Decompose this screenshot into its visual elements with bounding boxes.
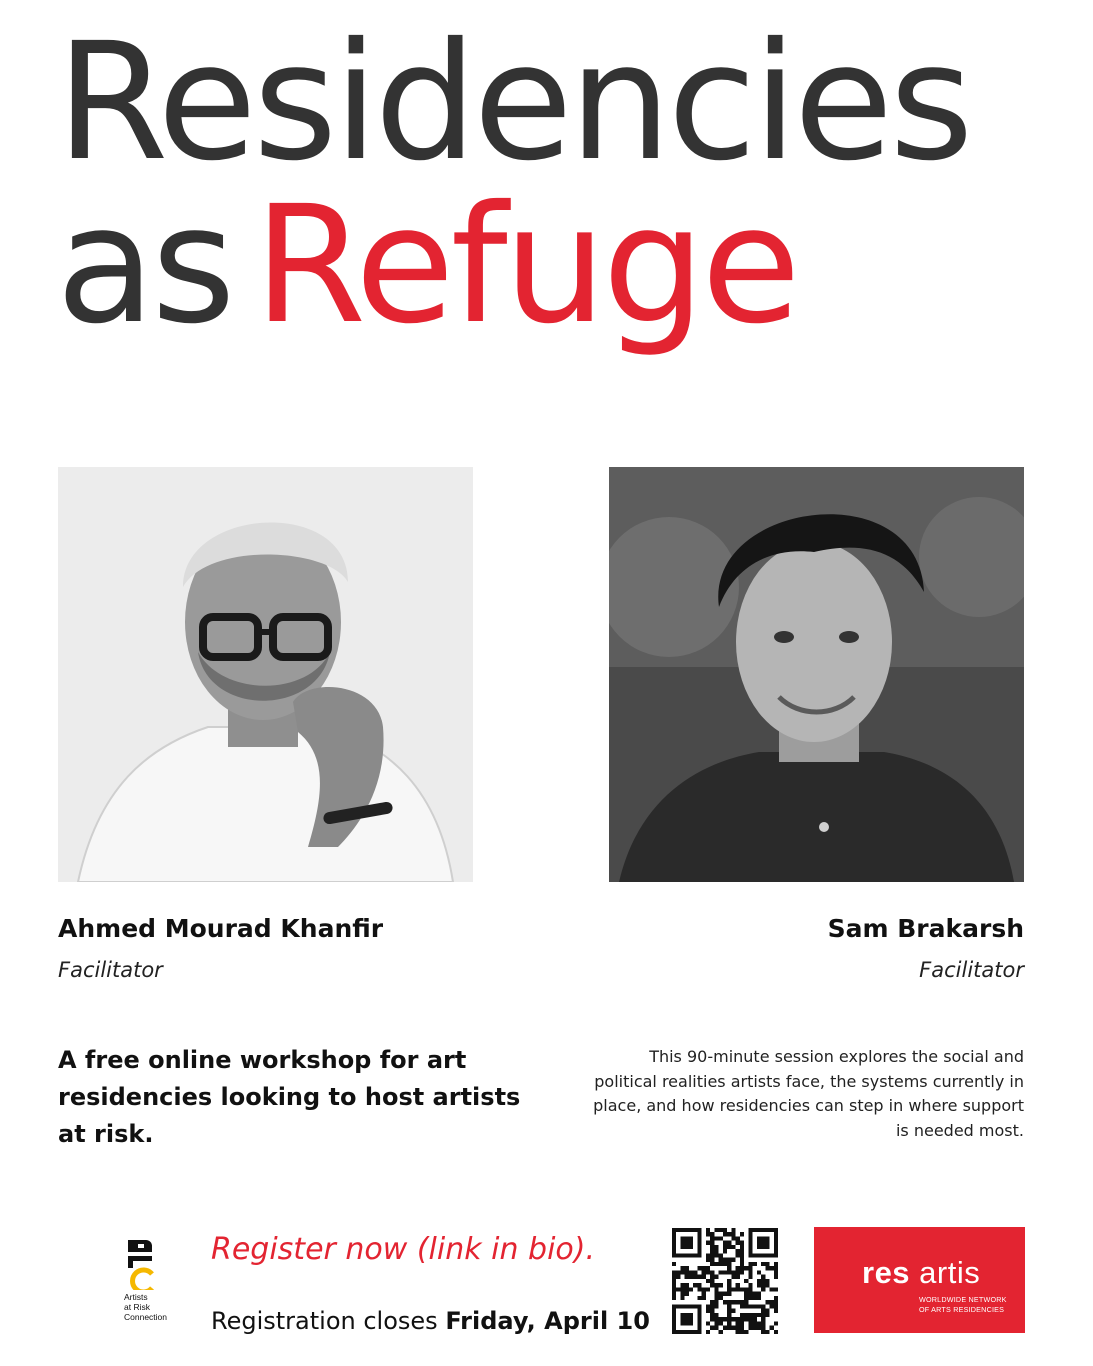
deadline-date: Friday, April 10 [445, 1307, 650, 1335]
title-accent: Refuge [253, 172, 797, 360]
res-artis-wordmark: res artis [862, 1255, 981, 1290]
facilitator-photo-2 [609, 467, 1024, 882]
facilitator-name-2: Sam Brakarsh [827, 914, 1024, 943]
facilitator-role-2: Facilitator [919, 958, 1024, 982]
title-prefix: as [56, 172, 232, 360]
deadline-prefix: Registration closes [211, 1307, 446, 1335]
register-cta[interactable]: Register now (link in bio). [211, 1232, 595, 1267]
qr-code[interactable] [672, 1228, 778, 1334]
title-line-1: Residencies [56, 9, 970, 197]
facilitator-name-1: Ahmed Mourad Khanfir [58, 914, 384, 943]
workshop-lead: A free online workshop for art residencies looking to host artists at risk. [58, 1046, 521, 1148]
arc-logo-text: Artists at Risk Connection [124, 1292, 168, 1322]
res-artis-tagline: WORLDWIDE NETWORK OF ARTS RESIDENCIES [919, 1295, 1007, 1314]
facilitator-role-1: Facilitator [58, 958, 163, 982]
facilitator-photo-1 [58, 467, 473, 882]
registration-deadline [211, 1307, 650, 1335]
res-artis-logo [814, 1227, 1025, 1333]
workshop-description: This 90-minute session explores the social and political realities artists face, the systems currently in place, and how residencies can step in where support is needed most. [593, 1047, 1024, 1140]
arc-logo [120, 1238, 180, 1338]
arc-logo-mark [124, 1238, 154, 1290]
title-line-2 [56, 172, 797, 360]
